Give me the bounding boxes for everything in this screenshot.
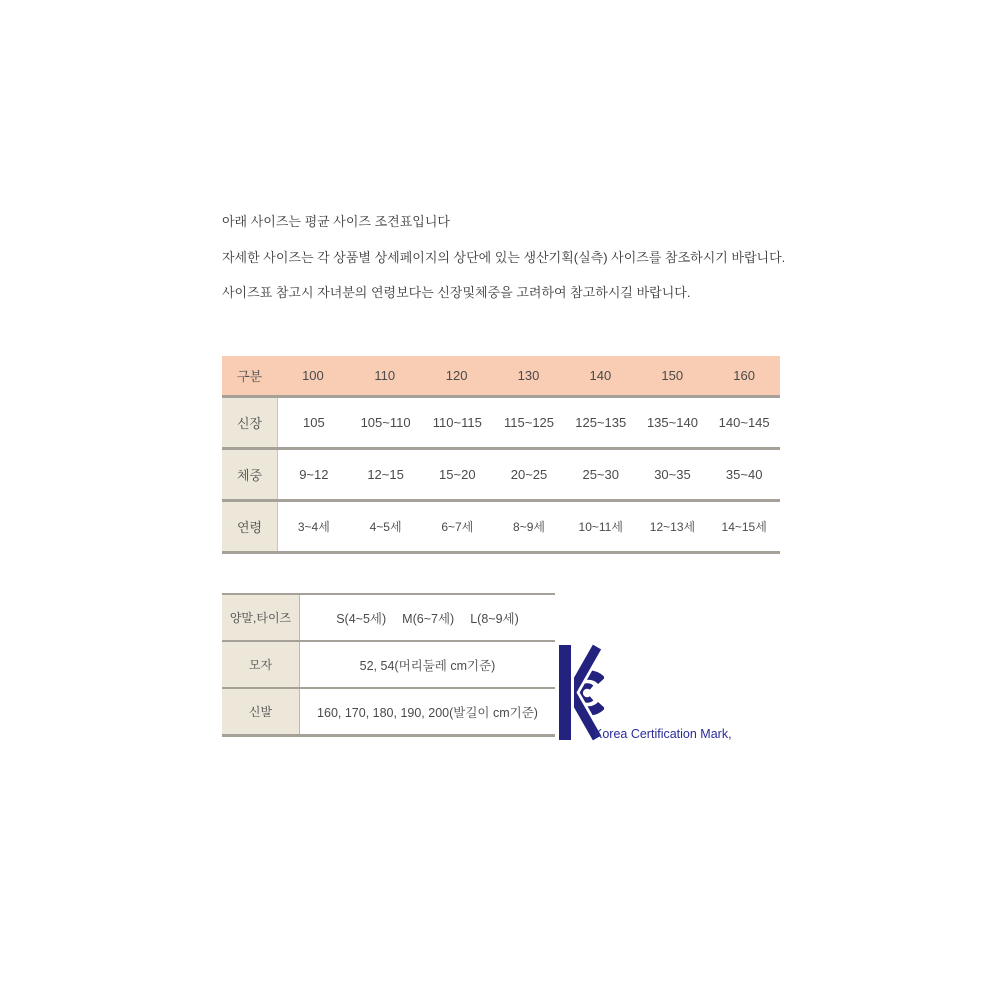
table-row-shoes: [222, 689, 555, 737]
weight-cell: 20~25: [510, 467, 548, 482]
row-label-weight: 체중: [222, 450, 278, 499]
weight-cell: 15~20: [439, 467, 476, 482]
age-cell: 3~4세: [297, 520, 330, 534]
height-cell: 105~110: [360, 415, 411, 430]
weight-cell: 9~12: [299, 467, 329, 482]
header-cell-110: 110: [374, 368, 396, 383]
age-cell: 10~11세: [578, 520, 623, 534]
age-cell: 8~9세: [513, 520, 545, 534]
accessory-size-table: [222, 593, 555, 737]
weight-cell: 30~35: [654, 467, 691, 482]
row-label-age: 연령: [222, 502, 278, 551]
table-row-hat: [222, 642, 555, 689]
intro-line-average-size: 아래 사이즈는 평균 사이즈 조견표입니다: [222, 214, 450, 229]
height-cell: 135~140: [646, 415, 698, 430]
header-cell-140: 140: [589, 368, 612, 383]
height-cell: 110~115: [432, 415, 482, 430]
row-label-socks-tights: 양말,타이즈: [222, 595, 300, 640]
intro-line-detail-size: 자세한 사이즈는 각 상품별 상세페이지의 상단에 있는 생산기획(실측) 사이즈를 참조하시기 바랍니다.: [222, 250, 786, 265]
socks-size-m: M(6~7세): [402, 611, 455, 626]
socks-tights-sizes: [300, 595, 555, 640]
height-cell: 105: [303, 415, 325, 430]
table-row-weight: [222, 450, 780, 502]
age-cell: 6~7세: [441, 520, 474, 534]
intro-line-reference-note: 사이즈표 참고시 자녀분의 연령보다는 신장및체중을 고려하여 참고하시길 바랍니다.: [222, 285, 691, 300]
header-cell-160: 160: [733, 368, 755, 383]
header-cell-120: 120: [445, 368, 468, 383]
size-chart-header-row: [222, 356, 780, 398]
height-cell: 140~145: [718, 415, 770, 430]
weight-cell: 35~40: [725, 467, 763, 482]
age-cell: 14~15세: [721, 520, 767, 534]
socks-size-s: S(4~5세): [336, 611, 387, 626]
weight-cell: 12~15: [367, 467, 404, 482]
shoe-sizes: 160, 170, 180, 190, 200(발길이 cm기준): [317, 705, 538, 720]
row-label-height: 신장: [222, 398, 278, 447]
kc-certification: [556, 644, 756, 744]
header-cell-130: 130: [517, 368, 540, 383]
table-row-age: [222, 502, 780, 554]
header-cell-category: 구분: [236, 369, 263, 384]
header-cell-100: 100: [302, 368, 324, 383]
height-cell: 115~125: [504, 415, 555, 430]
height-cell: 125~135: [575, 415, 627, 430]
table-row-height: [222, 398, 780, 450]
socks-size-l: L(8~9세): [470, 611, 519, 626]
age-cell: 4~5세: [369, 520, 402, 534]
header-cell-150: 150: [661, 368, 684, 383]
row-label-shoes: 신발: [222, 689, 300, 734]
size-chart-table: [222, 356, 780, 554]
row-label-hat: 모자: [222, 642, 300, 687]
age-cell: 12~13세: [649, 520, 696, 534]
weight-cell: 25~30: [582, 467, 619, 482]
hat-sizes: 52, 54(머리둘레 cm기준): [359, 658, 496, 673]
table-row-socks-tights: [222, 595, 555, 642]
kc-mark-label: Korea Certification Mark,: [594, 727, 732, 741]
